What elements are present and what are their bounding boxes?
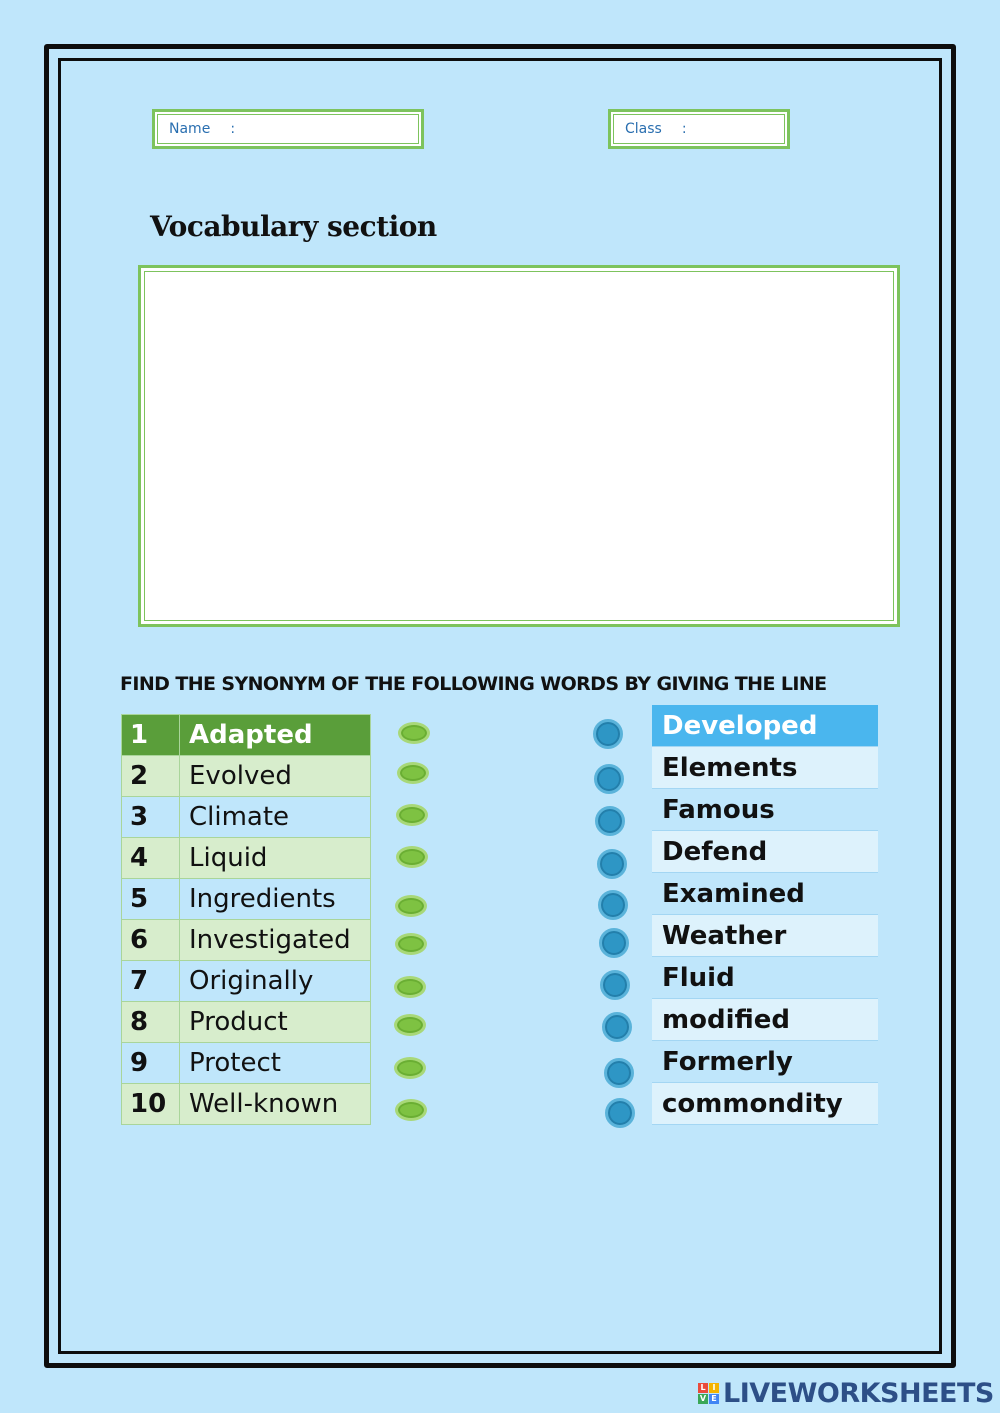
join-dot-right-8[interactable] — [602, 1012, 632, 1042]
word-cell: Liquid — [180, 838, 371, 879]
word-cell: Protect — [180, 1043, 371, 1084]
join-dot-right-6[interactable] — [599, 928, 629, 958]
join-dot-right-7[interactable] — [600, 970, 630, 1000]
class-label: Class — [625, 121, 662, 137]
table-row — [122, 797, 371, 838]
join-dot-left-1[interactable] — [398, 722, 430, 744]
join-dot-right-2[interactable] — [594, 764, 624, 794]
word-cell: Well-known — [180, 1084, 371, 1125]
join-dot-right-9[interactable] — [604, 1058, 634, 1088]
class-colon: : — [681, 121, 687, 137]
list-item: Elements — [652, 747, 878, 789]
table-row — [122, 715, 371, 756]
word-cell: Originally — [180, 961, 371, 1002]
table-row — [122, 756, 371, 797]
name-field[interactable] — [152, 109, 424, 149]
word-number: 8 — [122, 1002, 180, 1043]
table-row — [122, 920, 371, 961]
word-number: 5 — [122, 879, 180, 920]
list-item: Fluid — [652, 957, 878, 999]
word-cell: Ingredients — [180, 879, 371, 920]
vocabulary-title: Vocabulary section — [150, 210, 437, 243]
word-number: 1 — [122, 715, 180, 756]
word-cell: Evolved — [180, 756, 371, 797]
word-number: 6 — [122, 920, 180, 961]
name-label: Name — [169, 121, 211, 137]
list-item: Examined — [652, 873, 878, 915]
word-number: 10 — [122, 1084, 180, 1125]
word-cell: Adapted — [180, 715, 371, 756]
join-dot-left-6[interactable] — [395, 933, 427, 955]
list-item: Weather — [652, 915, 878, 957]
join-dot-left-5[interactable] — [395, 895, 427, 917]
table-row — [122, 1043, 371, 1084]
join-dot-right-4[interactable] — [597, 849, 627, 879]
join-dot-right-1[interactable] — [593, 719, 623, 749]
join-dot-left-3[interactable] — [396, 804, 428, 826]
join-dot-left-9[interactable] — [394, 1057, 426, 1079]
word-number: 7 — [122, 961, 180, 1002]
word-cell: Climate — [180, 797, 371, 838]
vocabulary-box — [138, 265, 900, 627]
left-word-table — [121, 714, 371, 1125]
list-item: Developed — [652, 705, 878, 747]
list-item: Formerly — [652, 1041, 878, 1083]
table-row — [122, 879, 371, 920]
word-number: 4 — [122, 838, 180, 879]
liveworksheets-logo-icon: L I V E — [698, 1383, 719, 1404]
table-row — [122, 961, 371, 1002]
join-dot-left-2[interactable] — [397, 762, 429, 784]
liveworksheets-brand — [698, 1378, 994, 1409]
join-dot-right-3[interactable] — [595, 806, 625, 836]
list-item: Famous — [652, 789, 878, 831]
list-item: modified — [652, 999, 878, 1041]
join-dot-left-8[interactable] — [394, 1014, 426, 1036]
join-dot-left-10[interactable] — [395, 1099, 427, 1121]
name-colon: : — [230, 121, 236, 137]
table-row — [122, 1002, 371, 1043]
list-item: Defend — [652, 831, 878, 873]
list-item: commondity — [652, 1083, 878, 1125]
class-field[interactable] — [608, 109, 790, 149]
table-row — [122, 838, 371, 879]
word-cell: Investigated — [180, 920, 371, 961]
word-cell: Product — [180, 1002, 371, 1043]
join-dot-right-10[interactable] — [605, 1098, 635, 1128]
join-dot-left-4[interactable] — [396, 846, 428, 868]
table-row — [122, 1084, 371, 1125]
join-dot-left-7[interactable] — [394, 976, 426, 998]
right-word-list — [652, 705, 878, 1125]
word-number: 9 — [122, 1043, 180, 1084]
exercise-instruction: FIND THE SYNONYM OF THE FOLLOWING WORDS BY GIVING THE LINE — [120, 673, 827, 695]
join-dot-right-5[interactable] — [598, 890, 628, 920]
word-number: 3 — [122, 797, 180, 838]
liveworksheets-text: LIVEWORKSHEETS — [723, 1378, 994, 1409]
word-number: 2 — [122, 756, 180, 797]
